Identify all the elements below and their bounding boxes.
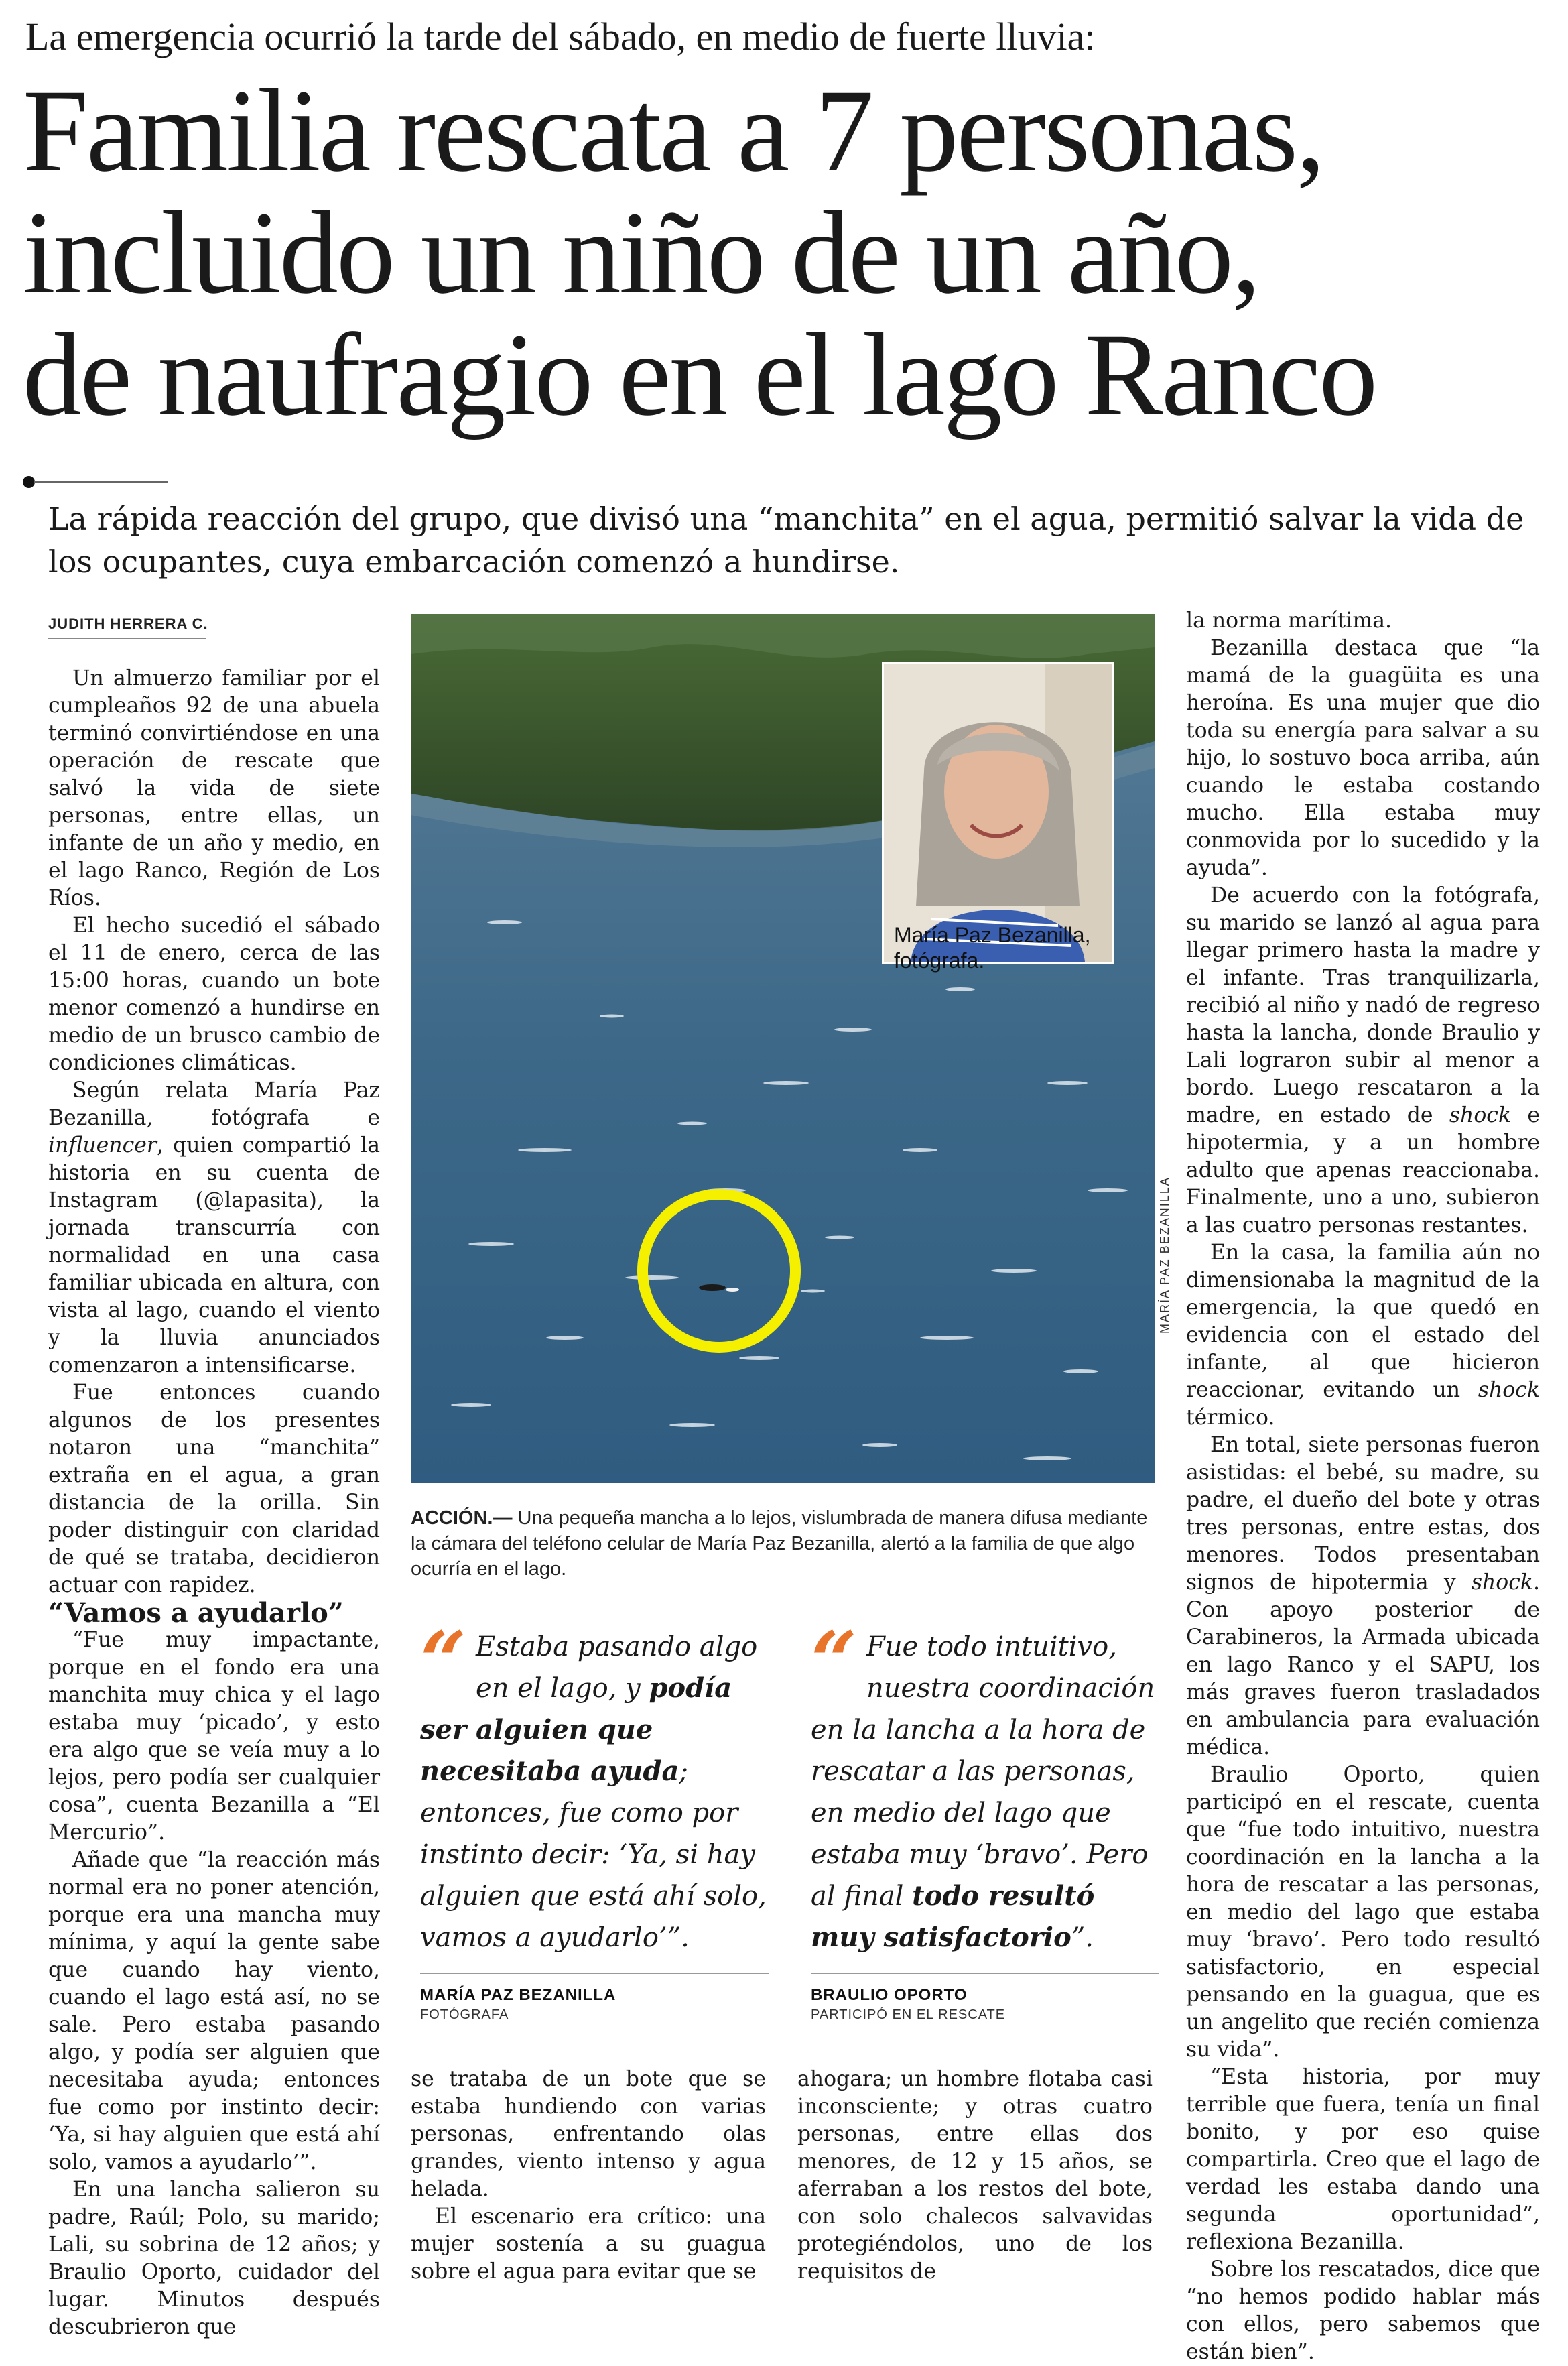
paragraph: ahogara; un hombre flotaba casi inconsciente; y otras cuatro personas, entre ellas dos menores, de 12 y 15 años, se aferraban a los restos del bote, con solo chalecos salvavidas protegiéndolos, uno de los requisitos de (797, 2067, 1153, 2284)
text-run: ; entonces, fue como por instinto decir: ‘Ya, si hay alguien que está ahí solo, vamos a ayudarlo’”. (420, 1756, 767, 1953)
headline-line-1: Familia rescata a 7 personas, (23, 66, 1324, 196)
photo-credit: MARÍA PAZ BEZANILLA (1158, 1176, 1171, 1334)
text-run: En total, siete personas fueron asistidas: el bebé, su madre, su padre, el dueño del bote y otras tres personas, entre estas, dos menores. Todos presentaban signos de hipotermia y (1186, 1433, 1540, 1595)
text-run: ”. (1071, 1922, 1094, 1953)
inset-caption-name: María Paz Bezanilla, (894, 923, 1091, 947)
paragraph (1186, 882, 1540, 1239)
text-run: Estaba pasando algo en el lago, y (476, 1631, 758, 1704)
photo-caption (411, 1505, 1155, 1582)
italic-run: influencer (48, 1133, 157, 1158)
quote-attribution-name: MARÍA PAZ BEZANILLA (420, 1986, 616, 2004)
paragraph: se trataba de un bote que se estaba hundiendo con varias personas, enfrentando olas grandes, viento intenso y agua helada. (411, 2067, 766, 2201)
italic-run: shock (1478, 1378, 1540, 1402)
paragraph (1186, 1239, 1540, 1432)
caption-label: ACCIÓN.— (411, 1507, 513, 1529)
paragraph: Braulio Oporto, quien participó en el rescate, cuenta que “fue todo intuitivo, nuestra coordinación en la lancha a la hora de rescatar a las personas, en medio del lago que estaba muy ‘bravo’. Pero todo resultó satisfactorio, en especial pensando en la guagua, que es un angelito que recién comienza su vida”. (1186, 1763, 1540, 2062)
headline-line-2: incluido un niño de un año, (23, 188, 1259, 318)
text-run: , quien compartió la historia en su cuenta de Instagram (@lapasita), la jornada transcurría con normalidad en una casa familiar ubicada en altura, con vista al lago, cuando el viento y la lluvia anunciados comenzaron a intensificarse. (48, 1133, 380, 1377)
quote-rule (811, 1973, 1159, 1974)
bold-run: todo resultó muy satisfactorio (811, 1880, 1095, 1953)
italic-run: shock (1449, 1103, 1512, 1127)
pull-quote-2 (811, 1614, 1159, 2023)
text-run: . Con apoyo posterior de Carabineros, la Armada ubicada en lago Ranco y el SAPU, los más graves fueron trasladados en ambulancia para evaluación médica. (1186, 1570, 1540, 1759)
byline-rule (48, 638, 206, 639)
article-column-1 (48, 665, 380, 2341)
kicker: La emergencia ocurrió la tarde del sábado, en medio de fuerte lluvia: (25, 15, 1096, 58)
caption-text: Una pequeña mancha a lo lejos, vislumbrada de manera difusa mediante la cámara del teléfono celular de María Paz Bezanilla, alertó a la familia de que algo ocurría en el lago. (411, 1507, 1148, 1580)
article-column-2 (411, 2066, 766, 2286)
headline (23, 66, 1537, 440)
article-column-3 (797, 2066, 1153, 2286)
paragraph: Bezanilla destaca que “la mamá de la guagüita es una heroína. Es una mujer que dio toda su energía para salvar a su hijo, lo sostuvo boca arriba, aún cuando le estaba costando mucho. Ella estaba muy conmovida por lo sucedido y la ayuda”. (1186, 636, 1540, 880)
inset-portrait (882, 662, 1114, 964)
paragraph: Sobre los rescatados, dice que “no hemos podido hablar más con ellos, pero sabemos que están bien”. (1186, 2257, 1540, 2364)
text-run: e hipotermia, y a un hombre adulto que apenas reaccionaba. Finalmente, uno a uno, subieron a las cuatro personas restantes. (1186, 1103, 1541, 1237)
paragraph (48, 1077, 380, 1379)
quote-mark-icon: “ (420, 1614, 467, 1708)
portrait-image (884, 664, 1112, 962)
inset-caption-role: fotógrafa. (894, 948, 985, 973)
quote-rule (420, 1973, 769, 1974)
paragraph: “Esta historia, por muy terrible que fuera, tenía un final bonito, y por eso quise compartirla. Creo que el lago de verdad les estaba dando una segunda oportunidad”, reflexiona Bezanilla. (1186, 2065, 1540, 2254)
text-run: térmico. (1186, 1406, 1275, 1430)
paragraph (1186, 1432, 1540, 1761)
quote-attribution-name: BRAULIO OPORTO (811, 1986, 968, 2004)
quote-mark-icon: “ (811, 1614, 858, 1708)
paragraph: Fue entonces cuando algunos de los presentes notaron una “manchita” extraña en el agua, a gran distancia de la orilla. Sin poder distinguir con claridad de qué se trataba, decidieron actuar con rapidez. (48, 1381, 380, 1597)
byline: JUDITH HERRERA C. (48, 615, 208, 632)
paragraph: Un almuerzo familiar por el cumpleaños 92 de una abuela terminó convirtiéndose en una operación de rescate que salvó la vida de siete personas, entre ellas, un infante de un año y medio, en el lago Ranco, Región de Los Ríos. (48, 666, 380, 910)
text-run: Fue todo intuitivo, nuestra coordinación en la lancha a la hora de rescatar a las personas, en medio del lago que estaba muy ‘bravo’. Pero al final (811, 1631, 1155, 1912)
pull-quote-text (811, 1614, 1159, 1958)
text-run: En la casa, la familia aún no dimensionaba la magnitud de la emergencia, la que quedó en evidencia con el estado del infante, al que hicieron reaccionar, evitando un (1186, 1241, 1540, 1402)
section-rule (34, 481, 168, 483)
inset-caption (894, 922, 1090, 973)
paragraph: la norma marítima. (1186, 609, 1392, 633)
pull-quote-1 (420, 1614, 769, 2023)
pull-quote-text (420, 1614, 769, 1958)
headline-line-3: de naufragio en el lago Ranco (23, 310, 1376, 440)
text-run: De acuerdo con la fotógrafa, su marido se lanzó al agua para llegar primero hasta la madre y el infante. Tras tranquilizarla, recibió al niño y nadó de regreso hasta la lancha, donde Braulio y Lali lograron subir al menor a bordo. Luego rescataron a la madre, en estado de (1186, 883, 1540, 1127)
deck: La rápida reacción del grupo, que divisó una “manchita” en el agua, permitió salvar la vida de los ocupantes, cuya embarcación comenzó a hundirse. (48, 501, 1524, 580)
italic-run: shock (1471, 1570, 1533, 1595)
paragraph: El escenario era crítico: una mujer sostenía a su guagua sobre el agua para evitar que se (411, 2204, 766, 2284)
bold-run: podía ser alguien que necesitaba ayuda (420, 1672, 732, 1787)
subheading: “Vamos a ayudarlo” (48, 1597, 344, 1629)
paragraph: En una lancha salieron su padre, Raúl; Polo, su marido; Lali, su sobrina de 12 años; y Braulio Oporto, cuidador del lugar. Minutos después descubrieron que (48, 2178, 380, 2339)
quote-attribution-role: PARTICIPÓ EN EL RESCATE (811, 2007, 1006, 2022)
text-run: Según relata María Paz Bezanilla, fotógrafa e (48, 1078, 380, 1130)
quote-attribution-role: FOTÓGRAFA (420, 2007, 509, 2022)
paragraph: Añade que “la reacción más normal era no poner atención, porque era una mancha muy mínima, y aquí la gente sabe que cuando hay viento, cuando el lago está así, no se sale. Pero estaba pasando algo, y podía ser alguien que necesitaba ayuda; entonces fue como por instinto decir: ‘Ya, si hay alguien que está ahí solo, vamos a ayudarlo’”. (48, 1848, 380, 2174)
article-column-4 (1186, 607, 1540, 2366)
paragraph: El hecho sucedió el sábado el 11 de enero, cerca de las 15:00 horas, cuando un bote menor comenzó a hundirse en medio de un brusco cambio de condiciones climáticas. (48, 914, 380, 1075)
paragraph: “Fue muy impactante, porque en el fondo era una manchita muy chica y el lago estaba muy ‘picado’, y esto era algo que se veía muy a lo lejos, pero podía ser cualquier cosa”, cuenta Bezanilla a “El Mercurio”. (48, 1628, 380, 1845)
